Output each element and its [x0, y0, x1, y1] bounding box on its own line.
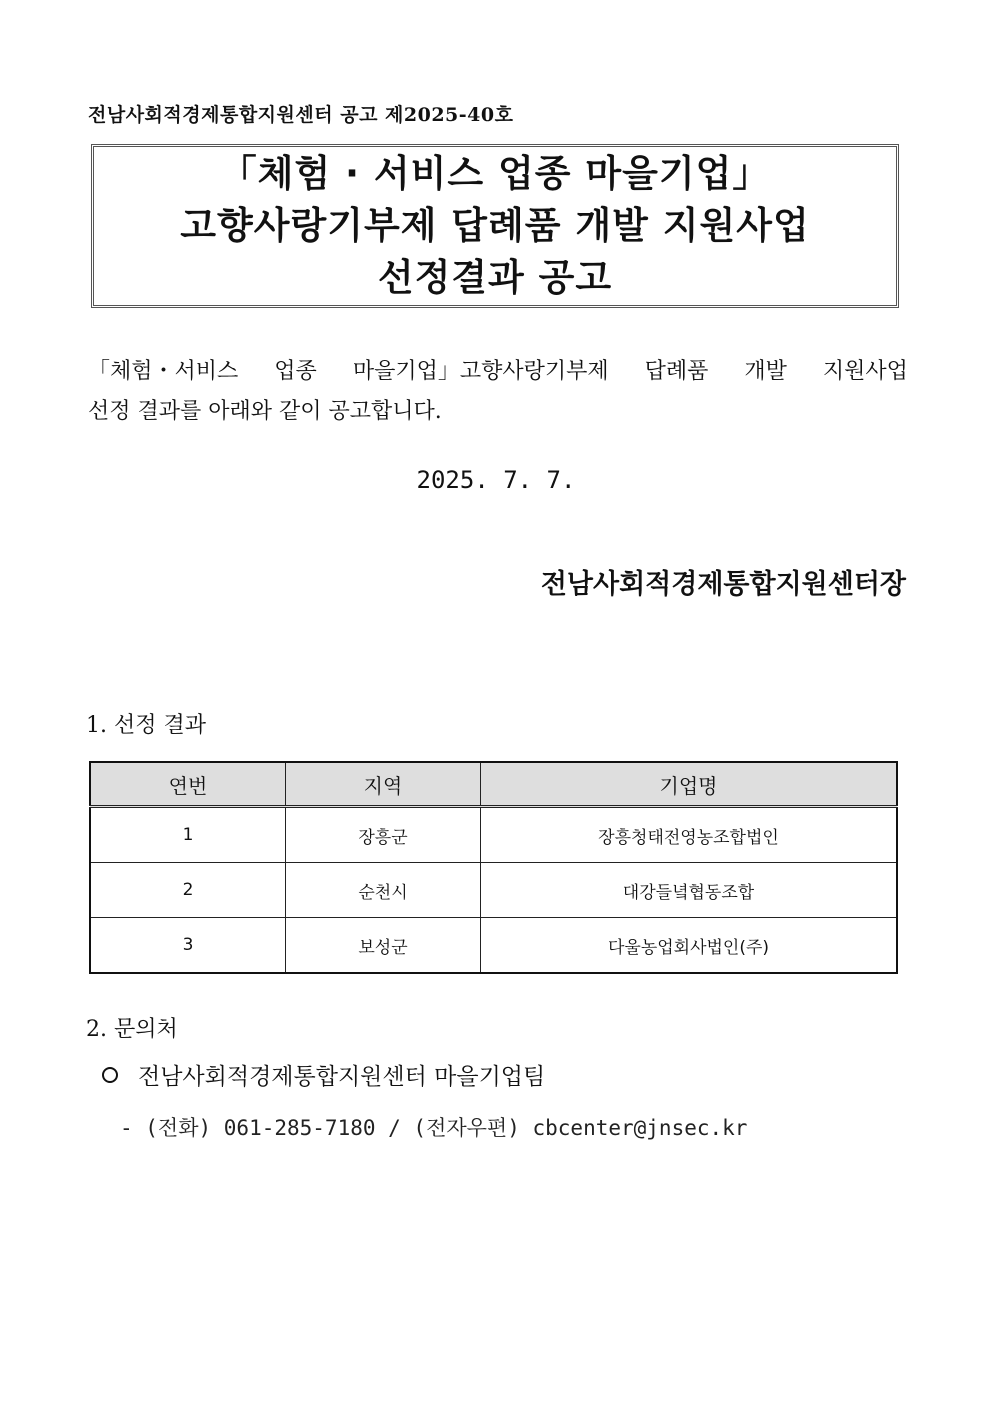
- intro-word: 개발: [744, 359, 787, 384]
- intro-word: 지원사업: [822, 359, 908, 384]
- intro-line-1: [88, 352, 908, 392]
- intro-word: 마을기업」고향사랑기부제: [352, 359, 609, 384]
- cell-number: 1: [90, 807, 286, 863]
- section-1-title: 1. 선정 결과: [86, 713, 206, 738]
- cell-number: 3: [90, 918, 286, 974]
- cell-region: 순천시: [286, 863, 481, 918]
- title-line-1: 「체험 · 서비스 업종 마을기업」: [219, 152, 771, 195]
- table-row: [90, 918, 897, 974]
- contact-team-label: 전남사회적경제통합지원센터 마을기업팀: [138, 1064, 546, 1090]
- cell-number: 2: [90, 863, 286, 918]
- title-box: [91, 144, 899, 308]
- cell-company: 대강들녘협동조합: [481, 863, 898, 918]
- circle-bullet-icon: [102, 1067, 118, 1083]
- cell-company: 장흥청태전영농조합법인: [481, 807, 898, 863]
- intro-word: 답례품: [644, 359, 709, 384]
- table-row: [90, 807, 897, 863]
- notice-number: 전남사회적경제통합지원센터 공고 제2025-40호: [88, 104, 514, 126]
- cell-company: 다울농업회사법인(주): [481, 918, 898, 974]
- result-table: [89, 761, 898, 974]
- header-company: 기업명: [481, 762, 898, 807]
- section-2-title: 2. 문의처: [86, 1017, 178, 1042]
- cell-region: 보성군: [286, 918, 481, 974]
- intro-word: 업종: [274, 359, 317, 384]
- table-row: [90, 863, 897, 918]
- header-region: 지역: [286, 762, 481, 807]
- cell-region: 장흥군: [286, 807, 481, 863]
- issuer: 전남사회적경제통합지원센터장: [540, 569, 906, 600]
- contact-team: [102, 1058, 545, 1091]
- intro-paragraph: [88, 352, 908, 432]
- notice-date: 2025. 7. 7.: [416, 466, 576, 494]
- header-number: 연번: [90, 762, 286, 807]
- contact-details: - (전화) 061-285-7180 / (전자우편) cbcenter@jnsec.kr: [120, 1116, 748, 1140]
- intro-word: 「체험・서비스: [88, 359, 239, 384]
- title-line-3: 선정결과 공고: [377, 256, 613, 299]
- title-line-2: 고향사랑기부제 답례품 개발 지원사업: [180, 204, 810, 247]
- table-header-row: [90, 762, 897, 807]
- intro-line-2: 선정 결과를 아래와 같이 공고합니다.: [88, 399, 442, 424]
